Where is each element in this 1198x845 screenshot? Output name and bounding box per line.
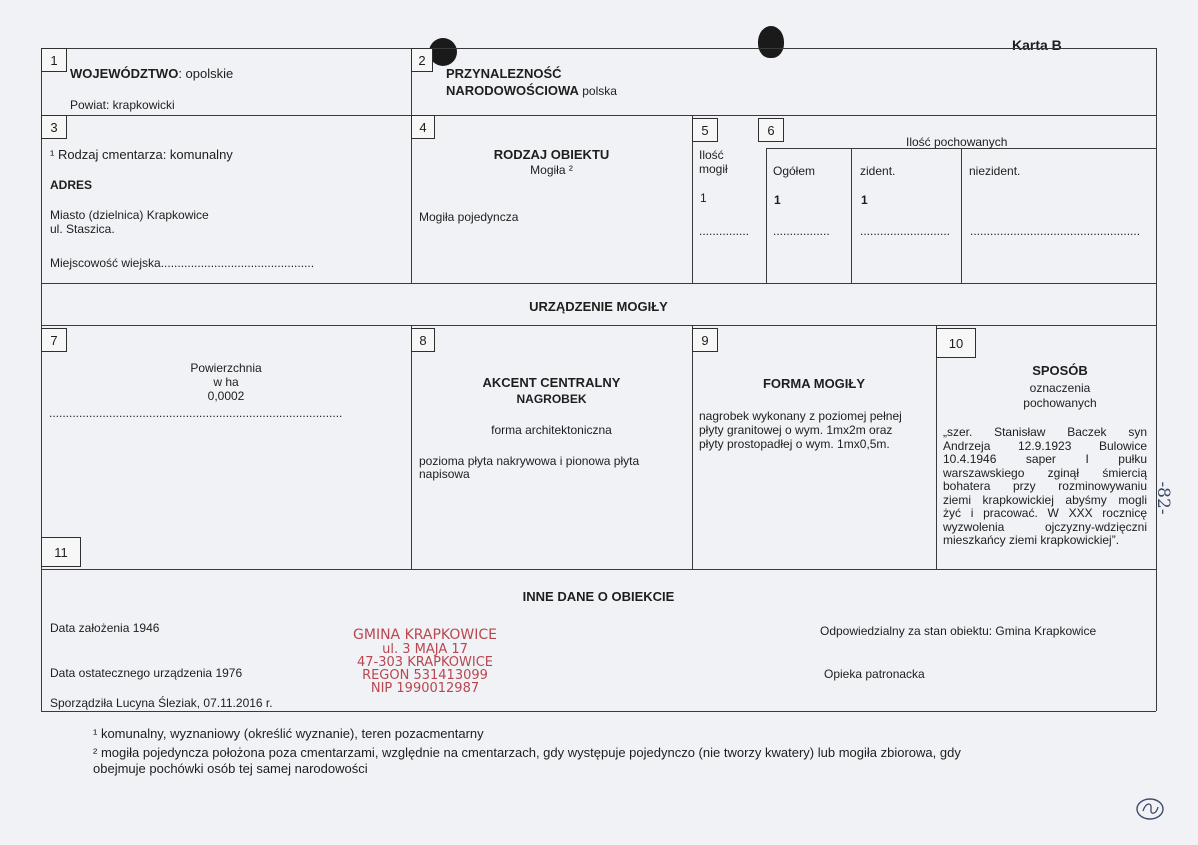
field-number-8: 8 — [411, 328, 435, 352]
handwritten-page-number: -82- — [1153, 481, 1173, 515]
punch-hole-right — [758, 26, 784, 58]
method-label: SPOSÓB — [1032, 363, 1088, 378]
stamp-line-2: ul. 3 MAJA 17 — [382, 642, 468, 657]
area-dots: ........................................................................................ — [49, 406, 343, 420]
voivodeship-label: WOJEWÓDZTWO — [70, 66, 179, 81]
responsible: Odpowiedzialny za stan obiektu: Gmina Krapkowice — [820, 624, 1097, 638]
field-number-5: 5 — [692, 118, 718, 142]
accent-sub: NAGROBEK — [516, 392, 587, 406]
object-type-label: RODZAJ OBIEKTU — [493, 147, 610, 162]
stamp-line-4: REGON 531413099 — [362, 668, 488, 683]
district: Powiat: krapkowicki — [70, 98, 175, 112]
accent-form: forma architektoniczna — [491, 423, 612, 437]
other-data-title: INNE DANE O OBIEKCIE — [522, 589, 675, 604]
accent-value-2: napisowa — [419, 467, 470, 481]
nationality-label-1: PRZYNALEZNOŚĆ — [446, 66, 562, 81]
area-label-1: Powierzchnia — [190, 361, 262, 375]
form-value-2: płyty granitowej o wym. 1mx2m oraz — [699, 423, 893, 437]
card-label: Karta B — [1012, 37, 1062, 53]
last-arranged-date: Data ostatecznego urządzenia 1976 — [50, 666, 243, 680]
founded-date: Data założenia 1946 — [50, 621, 160, 635]
graves-label-1: Ilość — [699, 148, 724, 162]
nationality — [446, 84, 617, 98]
stamp-line-5: NIP 1990012987 — [370, 681, 480, 696]
office-stamp — [335, 627, 515, 695]
circled-mark-icon — [1134, 796, 1166, 822]
inscription-line: żyć i pracować. W XXX rocznicę — [943, 506, 1147, 520]
graves-value: 1 — [700, 191, 707, 205]
inscription-line: „szer. Stanisław Baczek syn — [943, 425, 1147, 439]
inscription-line: wyzwolenia ojczyzny-wdzięczni — [943, 519, 1147, 534]
identified-dots: ........................... — [860, 224, 951, 238]
address-label: ADRES — [50, 178, 93, 192]
field-number-3: 3 — [41, 115, 67, 139]
stamp-line-1: GMINA KRAPKOWICE — [353, 627, 497, 643]
stamp-line-3: 47-303 KRAPKOWICE — [357, 655, 493, 670]
total-label: Ogółem — [773, 164, 816, 178]
field-number-11: 11 — [41, 537, 81, 567]
object-type-value: Mogiła pojedyncza — [419, 210, 519, 224]
method-sub-1: oznaczenia — [1029, 381, 1091, 395]
field-number-9: 9 — [692, 328, 718, 352]
patronage: Opieka patronacka — [824, 667, 925, 681]
footnote-2-line-2: obejmuje pochówki osób tej samej narodowości — [93, 761, 368, 776]
inscription-line: 10.4.1946 saper I pułku — [943, 452, 1147, 466]
voivodeship-value: : opolskie — [178, 66, 234, 81]
area-value: 0,0002 — [207, 389, 245, 403]
inscription-line: ziemi krapkowickiej abyśmy mogli — [943, 492, 1147, 507]
voivodeship — [70, 67, 233, 81]
inscription-line: Andrzeja 12.9.1923 Bulowice — [943, 438, 1147, 453]
method-sub-2: pochowanych — [1023, 396, 1097, 410]
footnote-2-line-1: ² mogiła pojedyncza położona poza cmentarzami, względnie na cmentarzach, gdy występuje pojedynczo (nie tworzy kwatery) lub mogiła zbiorowa, gdy — [93, 745, 961, 760]
nationality-value: polska — [578, 84, 617, 98]
inscription-line: bohatera przy rozminowywaniu — [943, 479, 1147, 493]
accent-value-1: pozioma płyta nakrywowa i pionowa płyta — [419, 454, 640, 468]
unidentified-label: niezident. — [969, 164, 1021, 178]
address-city: Miasto (dzielnica) Krapkowice — [50, 208, 209, 222]
object-type-sub: Mogiła ² — [530, 163, 573, 177]
graves-label-2: mogił — [699, 162, 728, 176]
field-number-7: 7 — [41, 328, 67, 352]
section-grave-title: URZĄDZENIE MOGIŁY — [529, 299, 668, 314]
total-value: 1 — [774, 193, 781, 207]
form-label: FORMA MOGIŁY — [762, 376, 866, 391]
buried-label: Ilość pochowanych — [906, 135, 1008, 149]
form-value-1: nagrobek wykonany z poziomej pełnej — [699, 409, 902, 423]
form-value-3: płyty prostopadłej o wym. 1mx0,5m. — [699, 437, 890, 451]
address-village: Miejscowość wiejska.............................................. — [50, 256, 315, 270]
total-dots: ................. — [773, 224, 830, 238]
area-label-2: w ha — [213, 375, 239, 389]
identified-value: 1 — [861, 193, 868, 207]
accent-label: AKCENT CENTRALNY — [482, 375, 621, 390]
field-number-6: 6 — [758, 118, 784, 142]
inscription — [943, 426, 1147, 548]
field-number-2: 2 — [411, 48, 433, 72]
nationality-label-2: NARODOWOŚCIOWA — [446, 83, 579, 98]
field-number-10: 10 — [936, 328, 976, 358]
inscription-line: warszawskiego zginął śmiercią — [943, 465, 1147, 480]
punch-hole-left — [429, 38, 457, 66]
identified-label: zident. — [860, 164, 896, 178]
inscription-line: mieszkańcy ziemi krapkowickiej”. — [943, 533, 1120, 547]
prepared-by: Sporządziła Lucyna Śleziak, 07.11.2016 r. — [50, 696, 273, 710]
graves-dots: ............... — [699, 224, 750, 238]
unidentified-dots: ................................................... — [970, 224, 1141, 238]
address-street: ul. Staszica. — [50, 222, 115, 236]
field-number-4: 4 — [411, 115, 435, 139]
cemetery-type: ¹ Rodzaj cmentarza: komunalny — [50, 147, 233, 162]
field-number-1: 1 — [41, 48, 67, 72]
footnote-1: ¹ komunalny, wyznaniowy (określić wyznanie), teren pozacmentarny — [93, 726, 484, 741]
